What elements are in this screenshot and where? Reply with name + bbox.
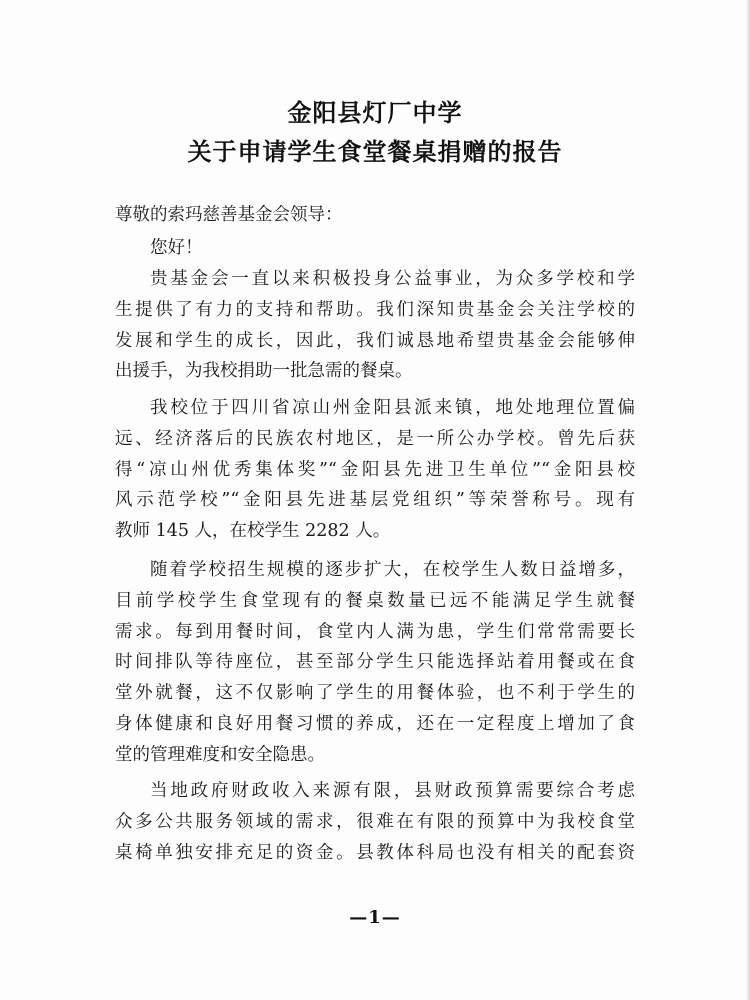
document-title-line2: 关于申请学生食堂餐桌捐赠的报告 xyxy=(187,138,563,166)
paragraph-line: 我校位于四川省凉山州金阳县派来镇，地处地理位置偏 xyxy=(150,398,635,418)
paragraph-canteen-need xyxy=(115,555,635,771)
greeting: 您好！ xyxy=(150,238,203,258)
paragraph-line: 得“凉山州优秀集体奖”“金阳县先进卫生单位”“金阳县校 xyxy=(115,459,635,480)
paragraph-line: 众多公共服务领域的需求，很难在有限的预算中为我校食堂 xyxy=(115,811,635,832)
paragraph-line: 发展和学生的成长，因此，我们诚恳地希望贵基金会能够伸 xyxy=(115,330,635,351)
paragraph-funding xyxy=(115,776,635,868)
paragraph-line: 教师 145 人，在校学生 2282 人。 xyxy=(115,521,391,542)
paragraph-line: 风示范学校”“金阳县先进基层党组织”等荣誉称号。现有 xyxy=(115,490,635,511)
paragraph-line: 生提供了有力的支持和帮助。我们深知贵基金会关注学校的 xyxy=(115,299,635,320)
paragraph-line: 堂外就餐，这不仅影响了学生的用餐体验，也不利于学生的 xyxy=(115,683,635,704)
paragraph-line: 随着学校招生规模的逐步扩大，在校学生人数日益增多， xyxy=(150,560,635,580)
document-title-line1: 金阳县灯厂中学 xyxy=(287,99,463,127)
page-number: —1— xyxy=(349,907,401,928)
paragraph-line: 桌椅单独安排充足的资金。县教体科局也没有相关的配套资 xyxy=(115,842,635,863)
paragraph-line: 远、经济落后的民族农村地区，是一所公办学校。曾先后获 xyxy=(115,428,635,449)
paragraph-school-intro xyxy=(115,393,635,547)
salutation: 尊敬的索玛慈善基金会领导： xyxy=(115,205,343,225)
paragraph-line: 身体健康和良好用餐习惯的养成，还在一定程度上增加了食 xyxy=(115,713,635,734)
paragraph-line: 堂的管理难度和安全隐患。 xyxy=(115,744,325,765)
paragraph-line: 贵基金会一直以来积极投身公益事业，为众多学校和学 xyxy=(150,269,635,289)
paragraph-line: 需求。每到用餐时间，食堂内人满为患，学生们常常需要长 xyxy=(115,621,635,642)
paragraph-foundation-praise xyxy=(115,264,635,387)
paragraph-line: 当地政府财政收入来源有限，县财政预算需要综合考虑 xyxy=(150,781,635,801)
paragraph-line: 时间排队等待座位，甚至部分学生只能选择站着用餐或在食 xyxy=(115,652,635,673)
paragraph-line: 出援手，为我校捐助一批急需的餐桌。 xyxy=(115,361,413,382)
paragraph-line: 目前学校学生食堂现有的餐桌数量已远不能满足学生就餐 xyxy=(115,590,635,611)
